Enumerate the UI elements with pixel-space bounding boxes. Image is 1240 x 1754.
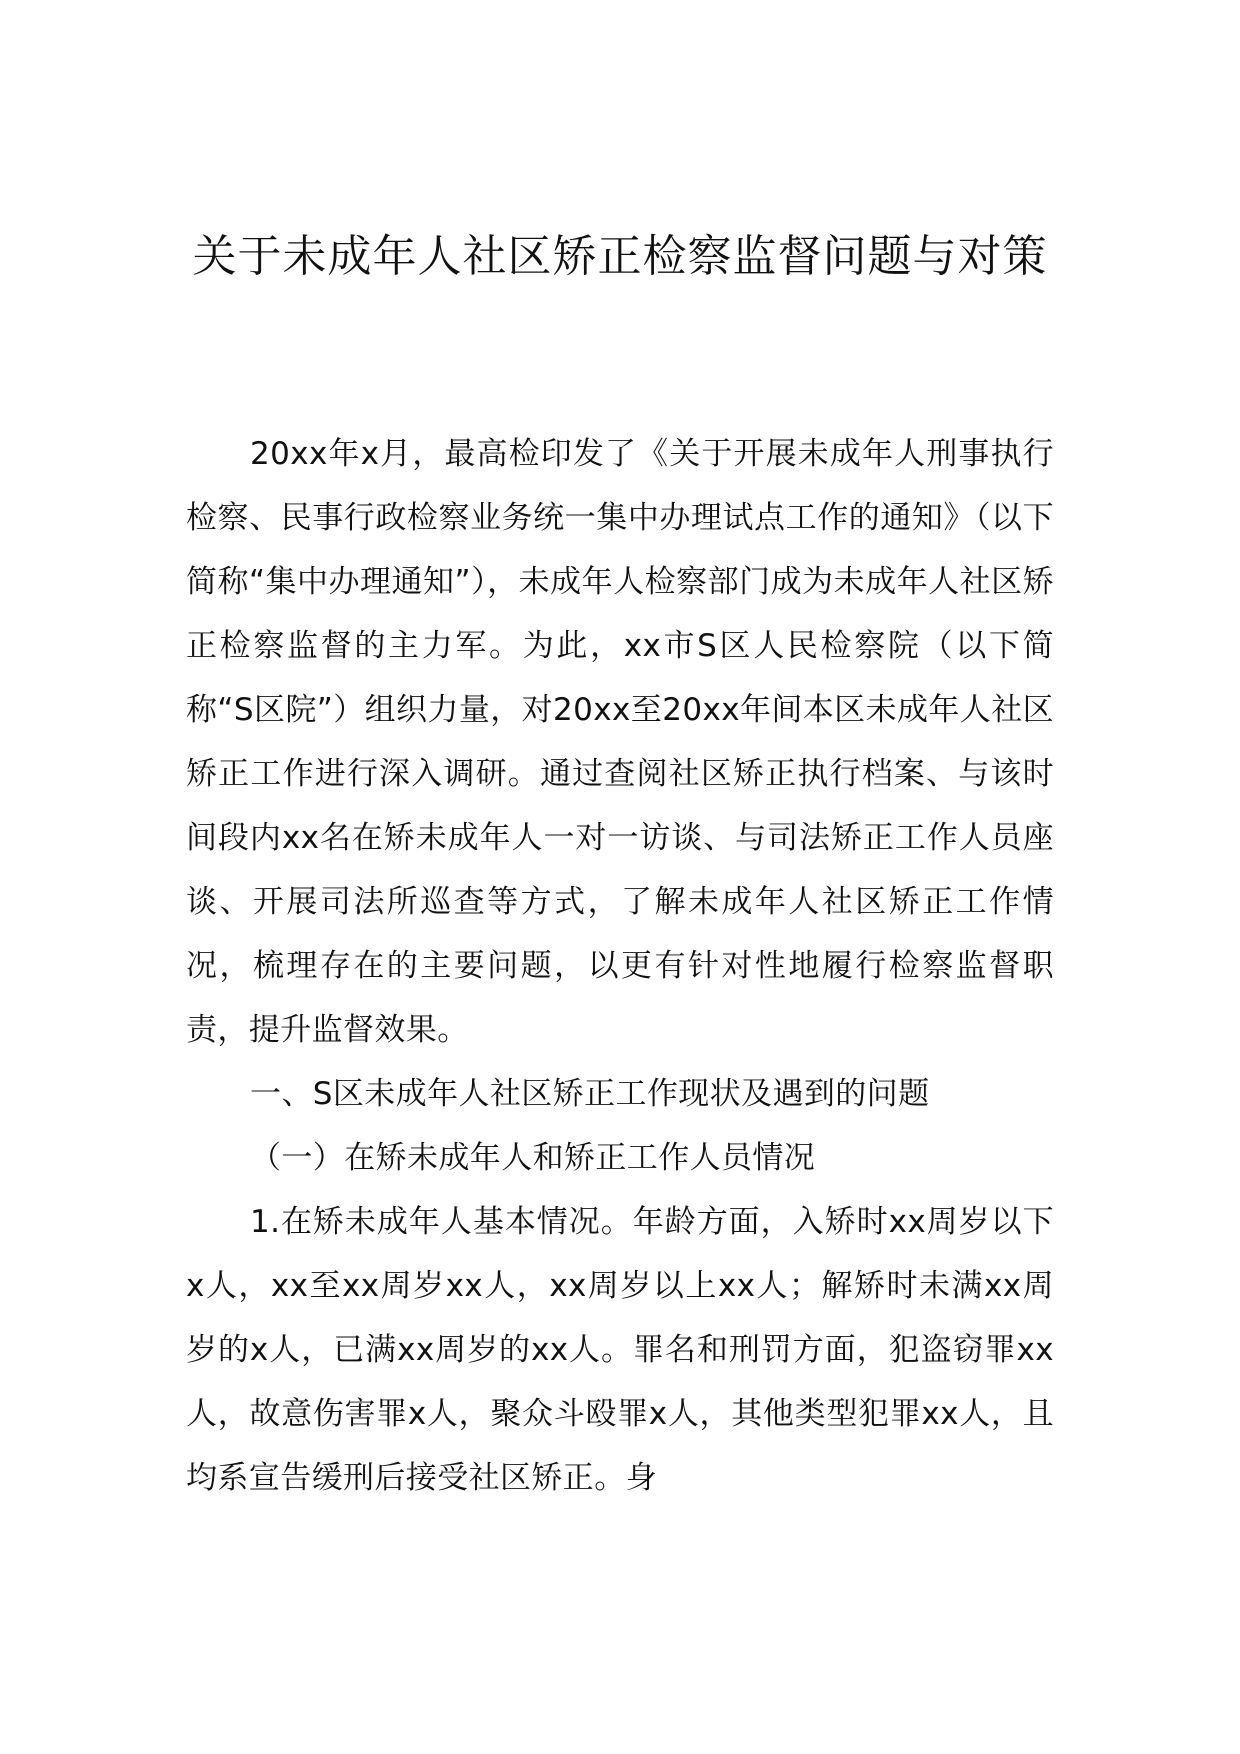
document-body <box>186 422 1054 1510</box>
subsection-heading-1: （一）在矫未成年人和矫正工作人员情况 <box>250 1140 816 1176</box>
document-title: 关于未成年人社区矫正检察监督问题与对策 <box>192 231 1048 282</box>
body-paragraph-1: 1.在矫未成年人基本情况。年龄方面，入矫时xx周岁以下x人，xx至xx周岁xx人，xx周岁以上xx人；解矫时未满xx周岁的x人，已满xx周岁的xx人。罪名和刑罚方面，犯盗窃罪xx人，故意伤害罪x人，聚众斗殴罪x人，其他类型犯罪xx人，且均系宣告缓刑后接受社区矫正。身 <box>186 1204 1054 1496</box>
body-paragraph-intro: 20xx年x月，最高检印发了《关于开展未成年人刑事执行检察、民事行政检察业务统一集中办理试点工作的通知》（以下简称“集中办理通知”），未成年人检察部门成为未成年人社区矫正检察监督的主力军。为此，xx市S区人民检察院（以下简称“S区院”）组织力量，对20xx至20xx年间本区未成年人社区矫正工作进行深入调研。通过查阅社区矫正执行档案、与该时间段内xx名在矫未成年人一对一访谈、与司法矫正工作人员座谈、开展司法所巡查等方式，了解未成年人社区矫正工作情况，梳理存在的主要问题，以更有针对性地履行检察监督职责，提升监督效果。 <box>186 436 1054 1048</box>
section-heading-1: 一、S区未成年人社区矫正工作现状及遇到的问题 <box>250 1076 930 1112</box>
